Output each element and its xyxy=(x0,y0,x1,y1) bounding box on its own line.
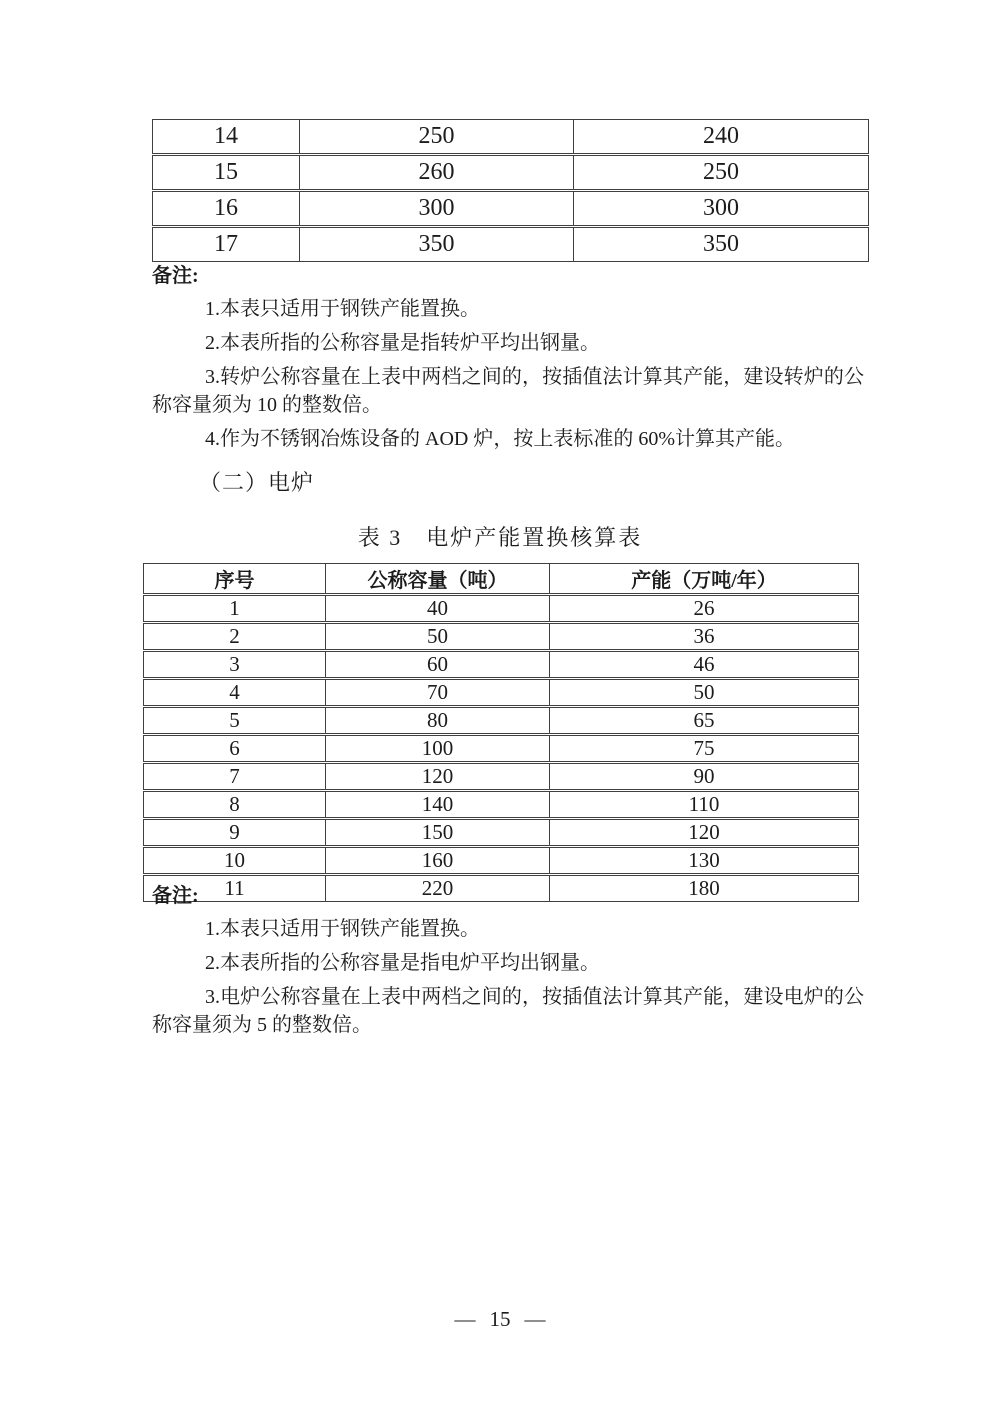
note-item: 3.转炉公称容量在上表中两档之间的，按插值法计算其产能，建设转炉的公称容量须为 10 的整数倍。 xyxy=(152,366,864,416)
note-item: 3.电炉公称容量在上表中两档之间的，按插值法计算其产能，建设电炉的公称容量须为 5 的整数倍。 xyxy=(152,986,864,1036)
table-row xyxy=(144,735,859,763)
footer-dash-left: — xyxy=(454,1307,476,1331)
table-cell: 60 xyxy=(326,651,550,679)
table-row xyxy=(153,227,869,262)
footer-dash-right: — xyxy=(524,1307,546,1331)
electric-furnace-table-notes xyxy=(152,882,864,1045)
table-cell: 3 xyxy=(144,651,326,679)
column-header: 序号 xyxy=(144,564,326,595)
electric-furnace-table-header xyxy=(144,564,859,595)
note-item: 1.本表只适用于钢铁产能置换。 xyxy=(205,298,480,320)
table-cell: 300 xyxy=(574,191,869,227)
table-cell: 11 xyxy=(144,875,326,902)
table-row xyxy=(144,707,859,735)
table-row xyxy=(144,847,859,875)
table-row xyxy=(144,623,859,651)
table-cell: 240 xyxy=(574,120,869,155)
table-cell: 65 xyxy=(550,707,859,735)
column-header: 产能（万吨/年） xyxy=(550,564,859,595)
table-cell: 5 xyxy=(144,707,326,735)
page-footer xyxy=(0,1307,1000,1332)
table-cell: 4 xyxy=(144,679,326,707)
table-cell: 350 xyxy=(300,227,574,262)
table-cell: 17 xyxy=(153,227,300,262)
table-cell: 9 xyxy=(144,819,326,847)
table-cell: 40 xyxy=(326,595,550,623)
table-cell: 70 xyxy=(326,679,550,707)
table-cell: 260 xyxy=(300,155,574,191)
table-cell: 160 xyxy=(326,847,550,875)
table-cell: 46 xyxy=(550,651,859,679)
table-cell: 180 xyxy=(550,875,859,902)
note-item: 1.本表只适用于钢铁产能置换。 xyxy=(205,918,480,940)
table-cell: 15 xyxy=(153,155,300,191)
table-cell: 110 xyxy=(550,791,859,819)
table-cell: 100 xyxy=(326,735,550,763)
table-row xyxy=(144,595,859,623)
table-cell: 16 xyxy=(153,191,300,227)
converter-capacity-table xyxy=(152,119,869,262)
table-row xyxy=(144,791,859,819)
electric-furnace-table-body xyxy=(144,595,859,902)
table-cell: 36 xyxy=(550,623,859,651)
notes-label: 备注: xyxy=(152,885,199,907)
column-header: 公称容量（吨） xyxy=(326,564,550,595)
table-row xyxy=(153,155,869,191)
table-cell: 150 xyxy=(326,819,550,847)
page-number: 15 xyxy=(489,1307,511,1331)
table-cell: 350 xyxy=(574,227,869,262)
table-row xyxy=(144,819,859,847)
table-cell: 120 xyxy=(326,763,550,791)
table-cell: 220 xyxy=(326,875,550,902)
header-row xyxy=(144,564,859,595)
table-cell: 1 xyxy=(144,595,326,623)
table-cell: 14 xyxy=(153,120,300,155)
table-cell: 140 xyxy=(326,791,550,819)
table-cell: 130 xyxy=(550,847,859,875)
table-row xyxy=(144,651,859,679)
notes-list xyxy=(152,915,864,1039)
table-cell: 300 xyxy=(300,191,574,227)
table-row xyxy=(144,679,859,707)
note-item: 4.作为不锈钢冶炼设备的 AOD 炉，按上表标准的 60%计算其产能。 xyxy=(205,428,795,450)
notes-list xyxy=(152,295,864,453)
table-cell: 120 xyxy=(550,819,859,847)
table-cell: 250 xyxy=(574,155,869,191)
table-cell: 7 xyxy=(144,763,326,791)
table-cell: 250 xyxy=(300,120,574,155)
table-cell: 10 xyxy=(144,847,326,875)
converter-table-notes xyxy=(152,262,864,459)
table-cell: 6 xyxy=(144,735,326,763)
table-cell: 26 xyxy=(550,595,859,623)
table-row xyxy=(153,191,869,227)
notes-label: 备注: xyxy=(152,265,199,287)
table-row xyxy=(144,763,859,791)
table-cell: 2 xyxy=(144,623,326,651)
table-cell: 90 xyxy=(550,763,859,791)
table-cell: 50 xyxy=(550,679,859,707)
converter-capacity-table-body xyxy=(153,120,869,262)
table3-caption: 表 3 电炉产能置换核算表 xyxy=(357,525,643,550)
table-cell: 80 xyxy=(326,707,550,735)
note-item: 2.本表所指的公称容量是指电炉平均出钢量。 xyxy=(205,952,600,974)
table-cell: 75 xyxy=(550,735,859,763)
note-item: 2.本表所指的公称容量是指转炉平均出钢量。 xyxy=(205,332,600,354)
table-cell: 8 xyxy=(144,791,326,819)
table-cell: 50 xyxy=(326,623,550,651)
table-row xyxy=(153,120,869,155)
electric-furnace-table xyxy=(143,563,859,902)
section-heading-electric-furnace: （二）电炉 xyxy=(199,470,315,495)
